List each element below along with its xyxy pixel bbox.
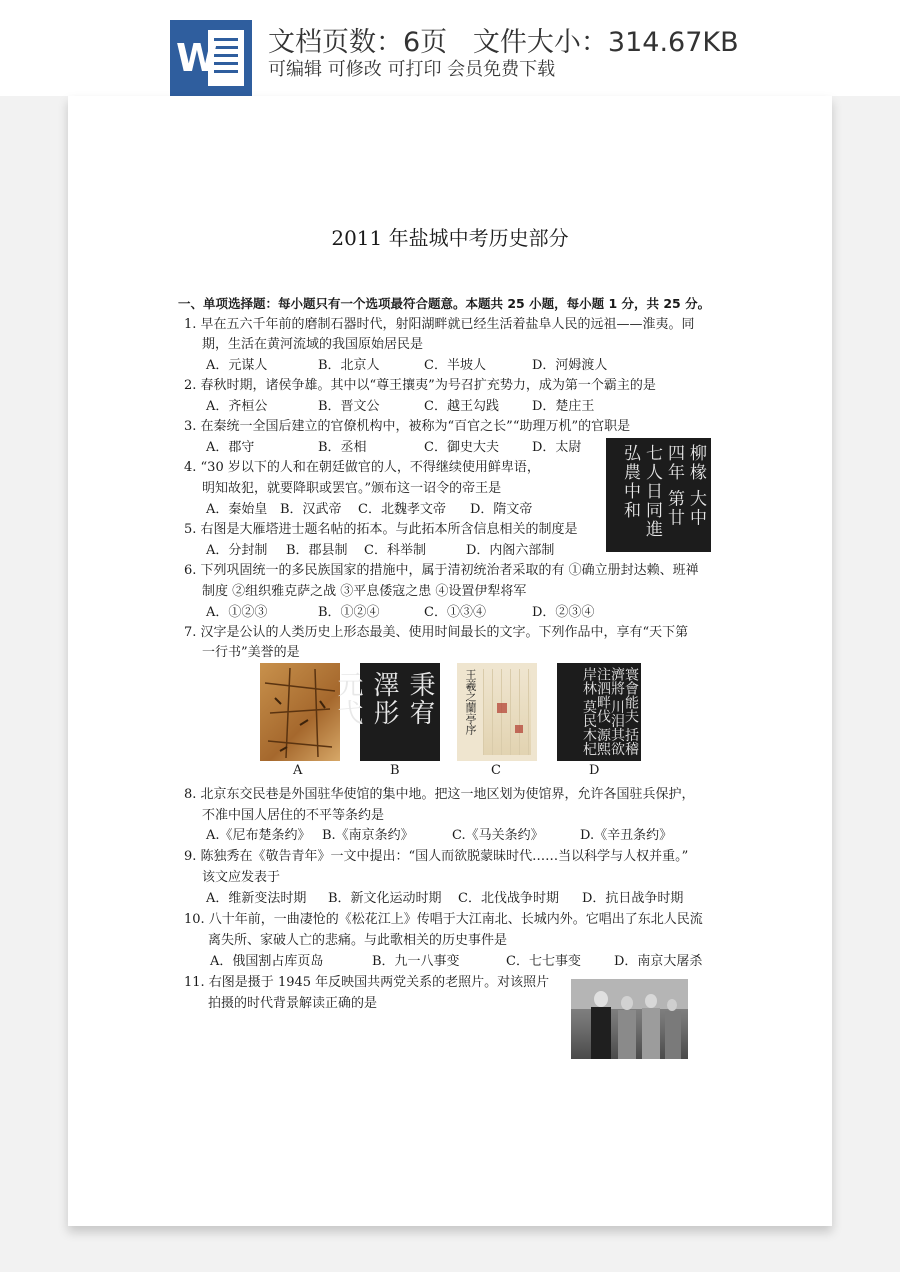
- option: B．北京人: [318, 358, 380, 373]
- image-label-c: C: [491, 763, 501, 778]
- question-5-line-1: 5. 右图是大雁塔进士题名帖的拓本。与此拓本所含信息相关的制度是: [184, 522, 578, 537]
- option: B．汉武帝: [280, 502, 342, 517]
- option: C．御史大夫: [424, 440, 499, 455]
- option: D.《辛丑条约》: [580, 828, 673, 843]
- question-2-line-1: 2. 春秋时期，诸侯争雄。其中以“尊王攘夷”为号召扩充势力，成为第一个霸主的是: [184, 378, 656, 393]
- question-4-line-2: 明知故犯，就要降职或罢官。”颁布这一诏令的帝王是: [202, 481, 502, 496]
- image-label-b: B: [390, 763, 400, 778]
- seal-mark: [515, 725, 523, 733]
- option: A.《尼布楚条约》: [206, 828, 311, 843]
- stele-calligraphy-image: 寰會能夫 括稽濟將 川泪其欲 注泗畔伐 源熙岸林 莫民木杞: [557, 663, 641, 761]
- option: C．七七事变: [506, 954, 581, 969]
- word-letter: W: [176, 36, 218, 80]
- oracle-bone-image: [260, 663, 340, 761]
- option: D．楚庄王: [532, 399, 595, 414]
- image-label-a: A: [293, 763, 303, 778]
- rubbing-image: 柳椽 大中四年 第廿七人日同進 弘農中和: [606, 438, 711, 552]
- option: B．丞相: [318, 440, 367, 455]
- option: B．新文化运动时期: [328, 891, 442, 906]
- question-6-line-2: 制度 ②组织雅克萨之战 ③平息倭寇之患 ④设置伊犁将军: [202, 584, 527, 599]
- document-page: [68, 96, 832, 1226]
- oracle-bone-cracks: [260, 663, 340, 761]
- question-1-line-1: 1. 早在五六千年前的磨制石器时代，射阳湖畔就已经生活着盐阜人民的远祖——淮夷。同: [184, 317, 695, 332]
- question-4-line-1: 4. “30 岁以下的人和在朝廷做官的人，不得继续使用鲜卑语，: [184, 460, 540, 475]
- question-11-line-1: 11. 右图是摄于 1945 年反映国共两党关系的老照片。对该照片: [184, 975, 550, 990]
- option: C．北魏孝文帝: [358, 502, 446, 517]
- question-8-line-1: 8. 北京东交民巷是外国驻华使馆的集中地。把这一地区划为使馆界，允许各国驻兵保护，: [184, 787, 695, 802]
- image-label-d: D: [589, 763, 600, 778]
- option: C．北伐战争时期: [458, 891, 559, 906]
- option: B．郡县制: [286, 543, 348, 558]
- question-3-line-1: 3. 在秦统一全国后建立的官僚机构中，被称为“百官之长”“助理万机”的官职是: [184, 419, 631, 434]
- option: C．半坡人: [424, 358, 486, 373]
- option: C．①③④: [424, 605, 486, 620]
- option: A．分封制: [206, 543, 268, 558]
- option: D．太尉: [532, 440, 582, 455]
- question-7-line-1: 7. 汉字是公认的人类历史上形态最美、使用时间最长的文字。下列作品中，享有“天下第: [184, 625, 689, 640]
- section-heading: 一、单项选择题：每小题只有一个选项最符合题意。本题共 25 小题，每小题 1 分，共 25 分。: [178, 296, 711, 311]
- question-10-line-2: 离失所、家破人亡的悲痛。与此歌相关的历史事件是: [208, 933, 508, 948]
- option: A．①②③: [206, 605, 268, 620]
- option: A．维新变法时期: [206, 891, 307, 906]
- seal-mark: [497, 703, 507, 713]
- question-9-line-1: 9. 陈独秀在《敬告青年》一文中提出：“国人而欲脱蒙昧时代……当以科学与人权并重。”: [184, 849, 689, 864]
- word-file-icon: [170, 20, 252, 96]
- option: C．科举制: [364, 543, 426, 558]
- document-title: 2011 年盐城中考历史部分: [331, 226, 569, 250]
- option: B．①②④: [318, 605, 380, 620]
- option: C．越王勾践: [424, 399, 499, 414]
- option: A．齐桓公: [206, 399, 268, 414]
- download-banner: [0, 0, 900, 96]
- lanting-xu-image: [457, 663, 537, 761]
- option: B．九一八事变: [372, 954, 460, 969]
- option: D．河姆渡人: [532, 358, 608, 373]
- option: B.《南京条约》: [322, 828, 414, 843]
- historical-photo: [571, 979, 688, 1059]
- option: A．俄国割占库页岛: [210, 954, 324, 969]
- lanting-text-columns: [483, 669, 531, 755]
- photo-figures: [571, 979, 688, 1059]
- question-1-line-2: 期，生活在黄河流域的我国原始居民是: [202, 337, 424, 352]
- option: A．秦始皇: [206, 502, 268, 517]
- question-8-line-2: 不准中国人居住的不平等条约是: [202, 808, 385, 823]
- seal-script-image: 秉宥 澤彤 元弋: [360, 663, 440, 761]
- option: B．晋文公: [318, 399, 380, 414]
- option: C.《马关条约》: [452, 828, 544, 843]
- file-info: 文档页数：6页 文件大小：314.67KB: [268, 27, 739, 58]
- question-7-line-2: 一行书”美誉的是: [202, 645, 300, 660]
- question-9-line-2: 该文应发表于: [202, 870, 281, 885]
- option: D．内阁六部制: [466, 543, 555, 558]
- option: D．抗日战争时期: [582, 891, 684, 906]
- option: D．南京大屠杀: [614, 954, 703, 969]
- option: D．②③④: [532, 605, 595, 620]
- file-features: 可编辑 可修改 可打印 会员免费下载: [268, 59, 556, 80]
- lanting-title: 王羲之蘭亭序: [464, 669, 477, 735]
- question-10-line-1: 10. 八十年前，一曲凄怆的《松花江上》传唱于大江南北、长城内外。它唱出了东北人民流: [184, 912, 703, 927]
- question-11-line-2: 拍摄的时代背景解读正确的是: [208, 996, 378, 1011]
- option: A．元谋人: [206, 358, 268, 373]
- question-6-line-1: 6. 下列巩固统一的多民族国家的措施中，属于清初统治者采取的有 ①确立册封达赖、班禅: [184, 563, 699, 578]
- option: D．隋文帝: [470, 502, 533, 517]
- option: A．郡守: [206, 440, 255, 455]
